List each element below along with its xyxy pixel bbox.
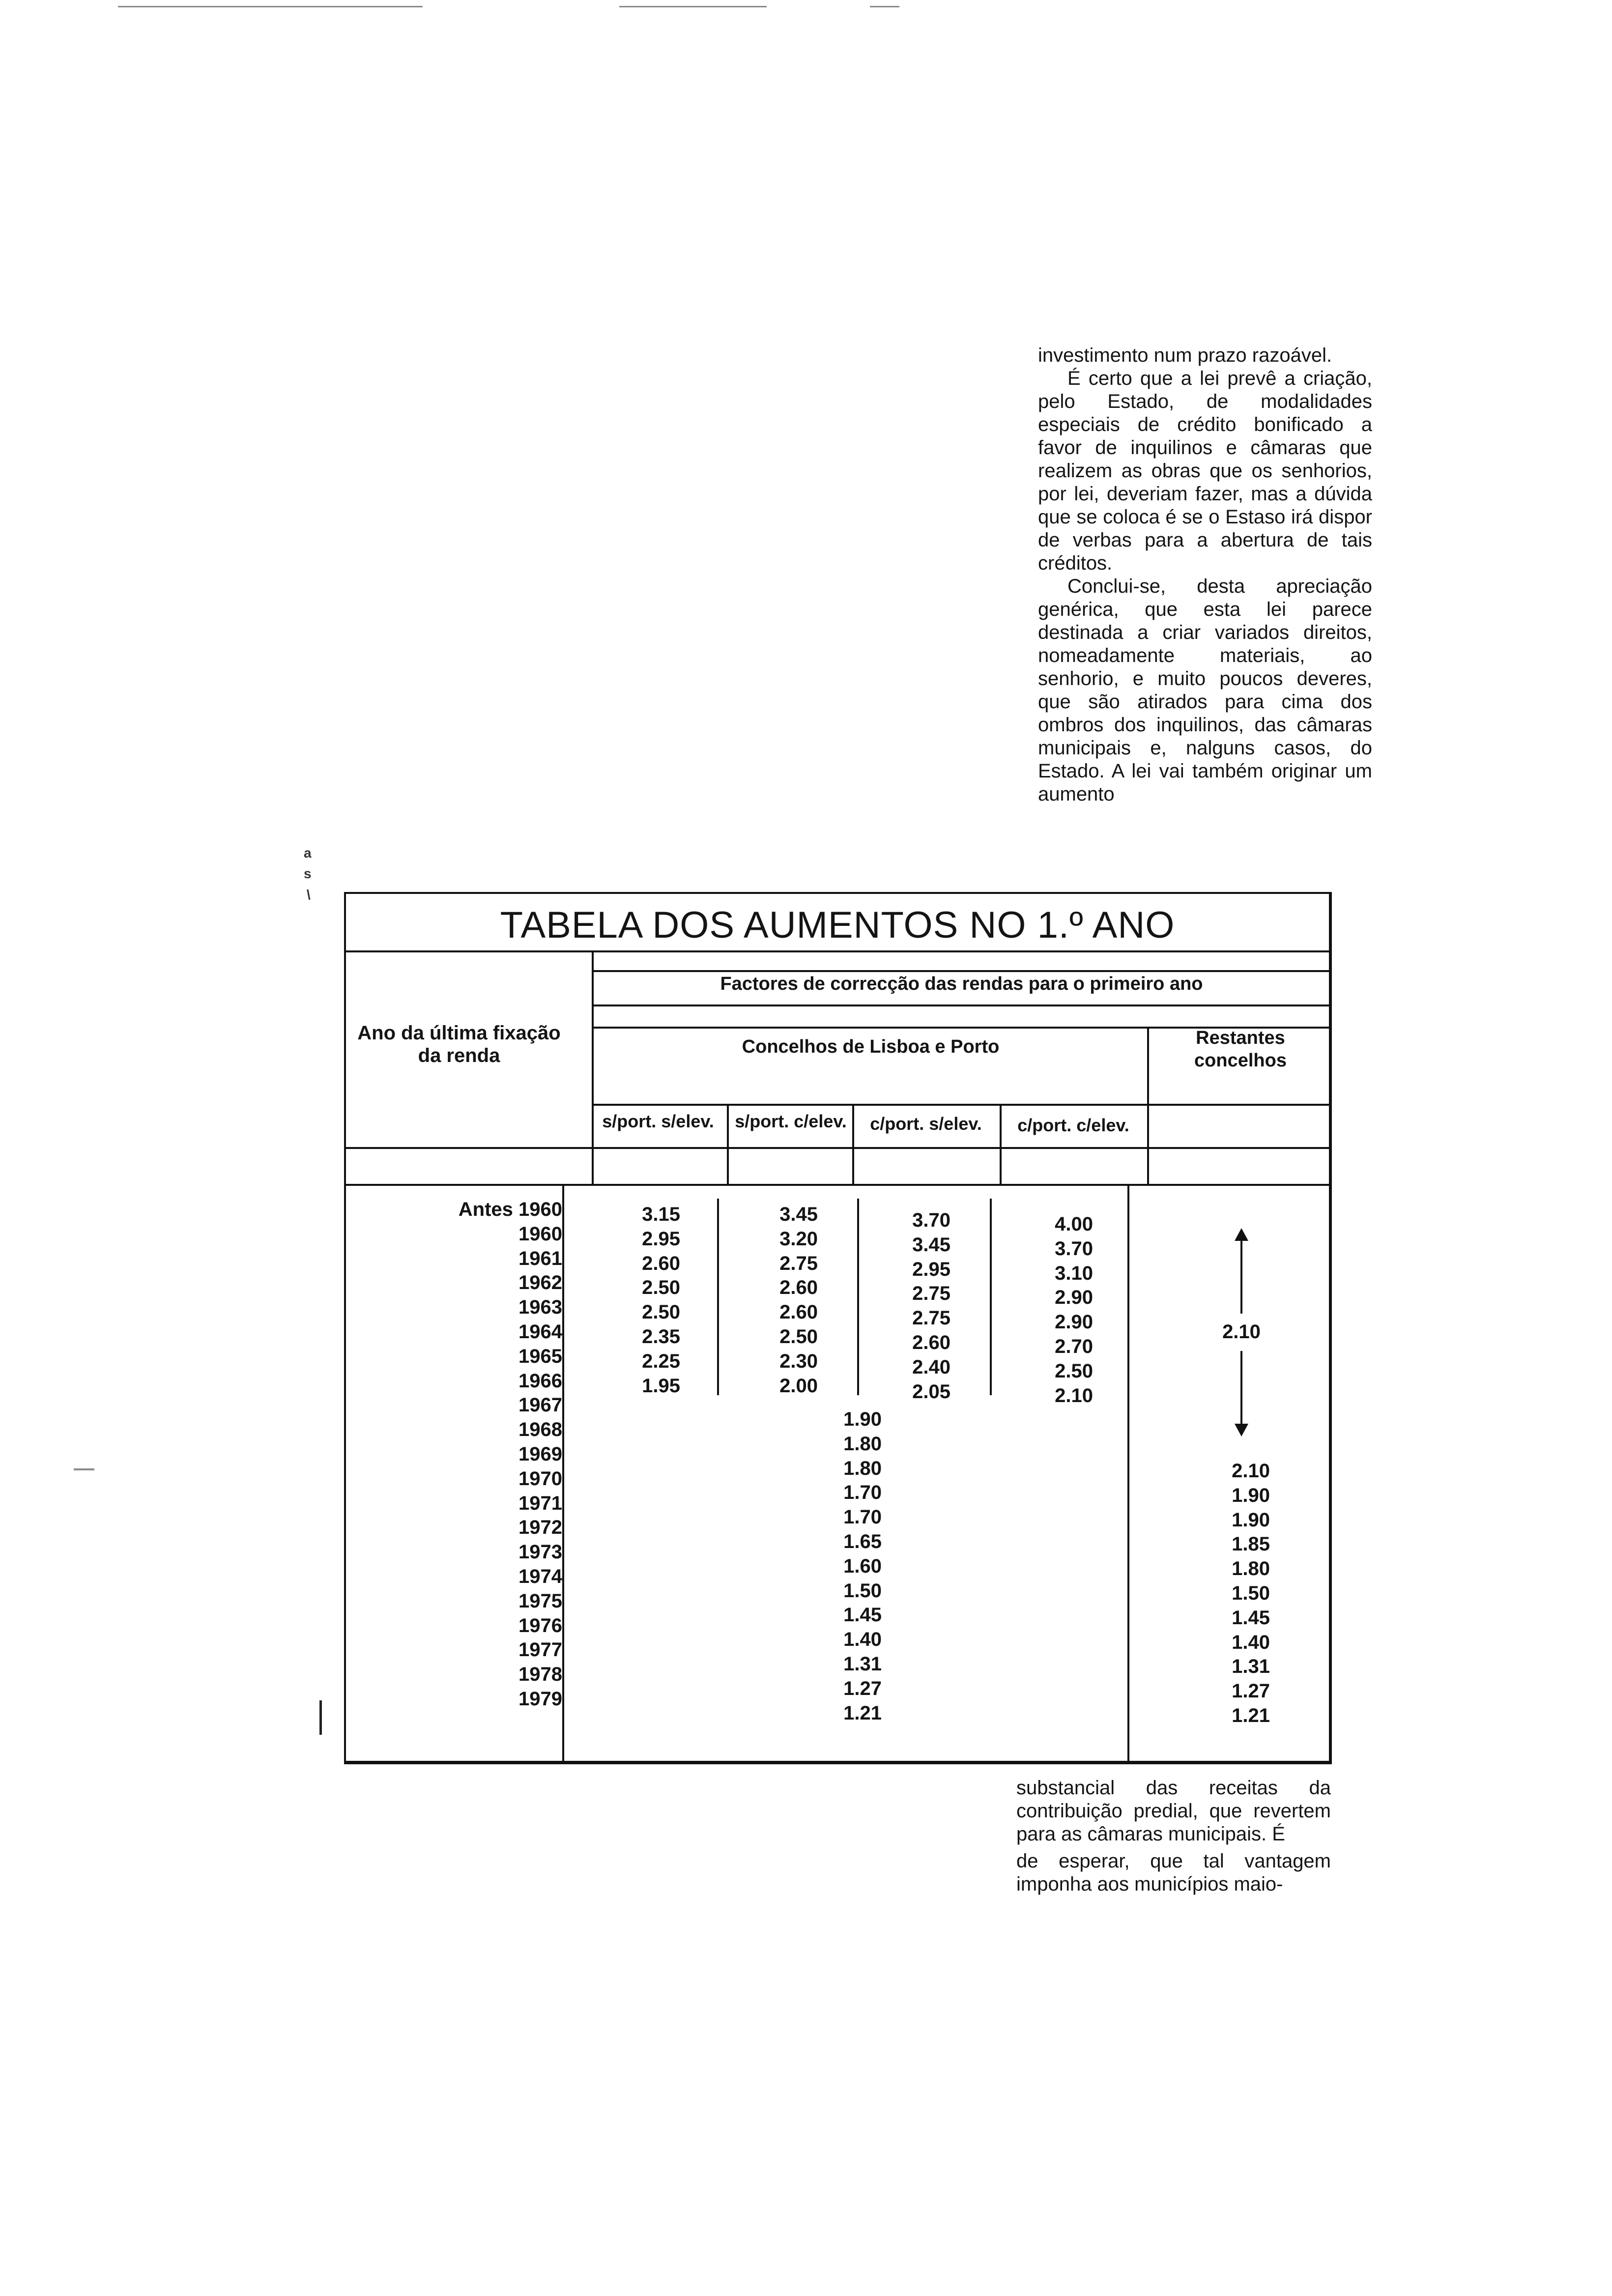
value-cell: 1.90 [1232, 1509, 1270, 1531]
table-rule [346, 1184, 1329, 1186]
value-cell: 3.70 [912, 1209, 950, 1231]
value-cell: 2.60 [642, 1252, 680, 1274]
year-cell: 1970 [518, 1467, 562, 1490]
year-cell: 1968 [518, 1419, 562, 1441]
margin-mark: s [304, 866, 312, 881]
margin-tick [319, 1700, 322, 1735]
lisboa-porto-header: Concelhos de Lisboa e Porto [742, 1036, 1000, 1057]
value-cell: 1.31 [1232, 1656, 1270, 1678]
sub-header-sport-celev: s/port. c/elev. [735, 1111, 847, 1131]
year-cell: 1965 [518, 1345, 562, 1367]
year-cell: 1971 [518, 1492, 562, 1514]
table-rule [990, 1199, 992, 1395]
table-rule [592, 1004, 1329, 1006]
year-cell: 1961 [518, 1247, 562, 1269]
value-cell: 2.10 [1055, 1384, 1093, 1406]
sub-header-sport-selev: s/port. s/elev. [602, 1111, 714, 1131]
table-rule [592, 1104, 1329, 1106]
table-rule [592, 970, 1329, 972]
value-cell: 1.40 [1232, 1631, 1270, 1653]
margin-tick [74, 1468, 94, 1470]
table-rule [1127, 1184, 1129, 1764]
table-rule [1000, 1104, 1002, 1184]
value-cell: 2.00 [779, 1375, 818, 1397]
article-paragraph: É certo que a lei prevê a criação, pelo Estado, de modalidades especiais de crédito bonificado a favor de inquilinos e câmaras que realizem as obras que os senhorios, por lei, deveriam fazer, mas a dúvida que se coloca é se o Estaso irá dispor de verbas para a abertura de tais créditos. [1038, 368, 1372, 574]
value-cell: 1.21 [1232, 1704, 1270, 1726]
year-cell: 1974 [518, 1565, 562, 1587]
value-cell: 2.75 [912, 1283, 950, 1305]
col-cport-selev [892, 1208, 950, 1404]
scan-edge-line [619, 6, 767, 7]
year-cell: 1967 [518, 1394, 562, 1416]
range-arrow-line [1240, 1240, 1242, 1314]
year-column-header: Ano da última fixação da renda [357, 1022, 561, 1066]
year-cell: 1963 [518, 1296, 562, 1319]
value-cell: 2.10 [1232, 1460, 1270, 1482]
article-column-top [1038, 344, 1372, 806]
year-cell: 1978 [518, 1664, 562, 1686]
value-cell: 1.31 [843, 1653, 882, 1675]
value-cell: 1.27 [1232, 1680, 1270, 1702]
value-cell: 1.27 [843, 1677, 882, 1699]
value-cell: 3.45 [912, 1234, 950, 1256]
value-cell: 2.95 [912, 1258, 950, 1280]
table-rule [727, 1104, 729, 1184]
value-cell: 1.80 [1232, 1558, 1270, 1580]
value-cell: 1.90 [843, 1408, 882, 1430]
value-cell: 2.95 [642, 1228, 680, 1250]
table-title: TABELA DOS AUMENTOS NO 1.º ANO [500, 904, 1175, 946]
value-cell: 3.20 [779, 1228, 818, 1250]
table-rule [852, 1104, 854, 1184]
arrow-up-icon [1235, 1228, 1248, 1241]
restantes-header: Restantes concelhos [1194, 1028, 1287, 1071]
table-rule [717, 1199, 719, 1395]
value-cell: 1.95 [642, 1375, 680, 1397]
article-paragraph: substancial das receitas da contribuição predial, que revertem para as câmaras municipais. É [1016, 1777, 1331, 1845]
range-arrow-line [1240, 1351, 1242, 1425]
year-cell: 1962 [518, 1272, 562, 1294]
value-cell: 2.05 [912, 1380, 950, 1403]
year-cell: 1976 [518, 1614, 562, 1636]
value-cell: 1.45 [843, 1604, 882, 1626]
col-sport-celev [759, 1203, 818, 1398]
table-rule [592, 950, 594, 1184]
years-column [375, 1198, 562, 1712]
year-cell: 1972 [518, 1517, 562, 1539]
sub-header-cport-celev: c/port. c/elev. [1017, 1115, 1129, 1135]
article-column-bottom [1016, 1777, 1331, 1896]
value-cell: 1.70 [843, 1482, 882, 1504]
table-rule [346, 950, 1329, 952]
col-restantes [1211, 1459, 1270, 1728]
year-cell: 1975 [518, 1590, 562, 1612]
col-cport-celev [1034, 1212, 1093, 1408]
value-cell: 1.80 [843, 1457, 882, 1479]
value-cell: 1.85 [1232, 1533, 1270, 1555]
value-cell: 1.80 [843, 1433, 882, 1455]
factors-header: Factores de correcção das rendas para o primeiro ano [720, 974, 1203, 994]
arrow-down-icon [1235, 1424, 1248, 1436]
table-rule [562, 1184, 564, 1764]
value-cell: 2.50 [1055, 1360, 1093, 1382]
value-cell: 2.50 [642, 1301, 680, 1323]
value-cell: 1.60 [843, 1555, 882, 1577]
value-cell: 1.50 [1232, 1582, 1270, 1604]
value-cell: 2.35 [642, 1325, 680, 1348]
value-cell: 3.70 [1055, 1237, 1093, 1260]
value-cell: 1.50 [843, 1579, 882, 1602]
value-cell: 2.75 [912, 1307, 950, 1329]
value-cell: 2.60 [779, 1301, 818, 1323]
table-rule [1147, 1027, 1149, 1184]
year-cell: 1977 [518, 1639, 562, 1661]
scan-edge-line [118, 6, 423, 7]
increases-table [344, 892, 1332, 1764]
value-cell: 2.75 [779, 1252, 818, 1274]
value-cell: 3.10 [1055, 1262, 1093, 1284]
margin-mark: a [304, 845, 312, 861]
year-cell: 1973 [518, 1541, 562, 1563]
value-cell: 2.40 [912, 1356, 950, 1378]
value-cell: 1.65 [843, 1530, 882, 1552]
value-cell: 2.25 [642, 1350, 680, 1372]
year-cell: 1964 [518, 1320, 562, 1343]
table-rule [346, 1147, 1329, 1149]
value-cell: 1.21 [843, 1702, 882, 1724]
sub-header-cport-selev: c/port. s/elev. [870, 1114, 982, 1134]
margin-mark: \ [307, 887, 311, 902]
year-cell: 1966 [518, 1370, 562, 1392]
restantes-range-value: 2.10 [1222, 1321, 1261, 1343]
value-cell: 3.15 [642, 1204, 680, 1225]
value-cell: 2.50 [779, 1325, 818, 1348]
value-cell: 1.90 [1232, 1484, 1270, 1506]
value-cell: 1.40 [843, 1629, 882, 1651]
year-cell: 1960 [518, 1223, 562, 1245]
value-cell: 2.60 [779, 1277, 818, 1299]
value-cell: 2.50 [642, 1277, 680, 1299]
year-cell: 1969 [518, 1443, 562, 1465]
value-cell: 2.90 [1055, 1311, 1093, 1333]
value-cell: 2.90 [1055, 1287, 1093, 1309]
table-rule [857, 1199, 859, 1395]
value-cell: 1.45 [1232, 1607, 1270, 1629]
value-cell: 4.00 [1055, 1213, 1093, 1235]
value-cell: 2.70 [1055, 1335, 1093, 1357]
value-cell: 2.30 [779, 1350, 818, 1372]
year-cell: 1979 [518, 1688, 562, 1710]
year-cell: Antes 1960 [458, 1199, 562, 1220]
value-cell: 1.70 [843, 1506, 882, 1528]
scan-edge-line [870, 6, 899, 7]
article-paragraph: Conclui-se, desta apreciação genérica, que esta lei parece destinada a criar variados direitos, nomeadamente materiais, ao senhorio, e muito poucos deveres, que são atirados para cima dos ombros dos inquilinos, das câmaras municipais e, nalguns casos, do Estado. A lei vai também originar um aumento [1038, 575, 1372, 805]
value-cell: 3.45 [779, 1204, 818, 1225]
article-paragraph: de esperar, que tal vantagem imponha aos municípios maio- [1016, 1850, 1331, 1895]
value-cell: 2.60 [912, 1331, 950, 1353]
col-common-lisboa-porto [823, 1407, 882, 1725]
article-paragraph: investimento num prazo razoável. [1038, 344, 1332, 366]
col-sport-selev [621, 1203, 680, 1398]
